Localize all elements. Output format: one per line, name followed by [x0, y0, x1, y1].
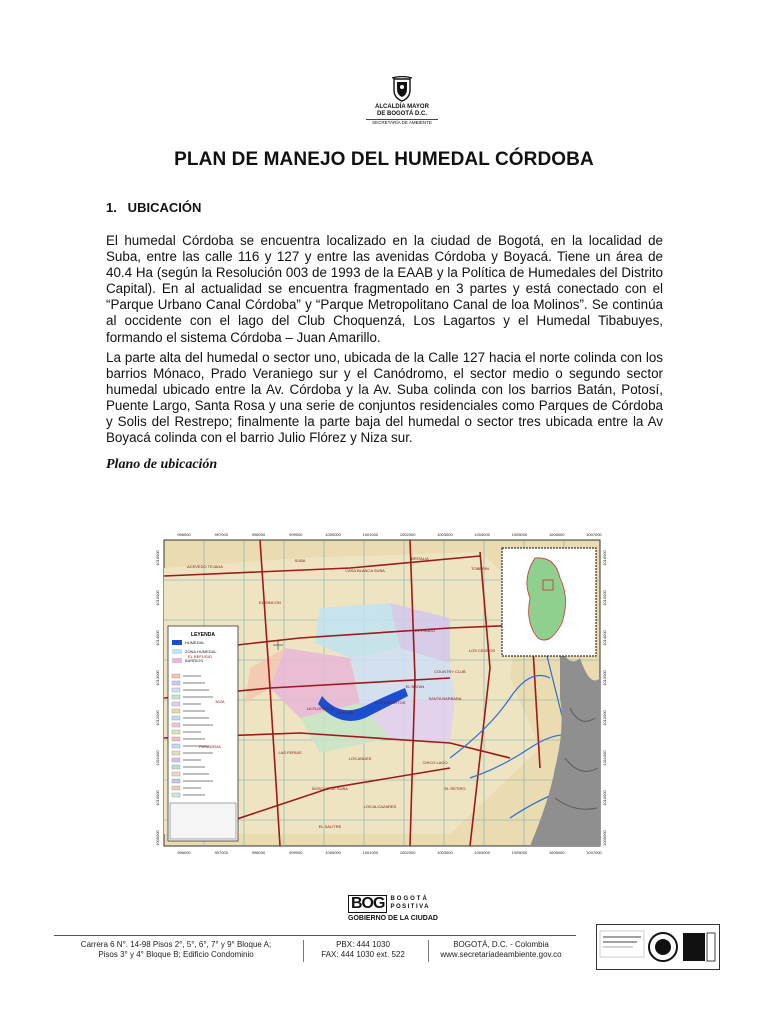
map-x-tick-top: 997000 [214, 532, 228, 537]
legend-barrio-swatch [172, 793, 180, 797]
legend-barrio-swatch [172, 674, 180, 678]
phone-text: PBX: 444 1030 [336, 940, 390, 949]
footer-phone [303, 940, 423, 960]
map-y-tick-left: 1010000 [155, 790, 160, 806]
map-x-tick-bottom: 998000 [251, 850, 266, 855]
map-place-label: BOLIVIA [337, 710, 353, 715]
map-x-tick-bottom: 1006000 [548, 850, 565, 855]
map-place-label: LOS ANDES [348, 756, 372, 761]
map-x-tick-bottom: 1003000 [437, 850, 453, 855]
legend-barrio-swatch [172, 786, 180, 790]
coat-of-arms-icon [390, 76, 414, 102]
map-y-tick-right: 1009000 [602, 830, 607, 846]
legend-barrio-swatch [172, 695, 180, 699]
legend-item-label: BARRIOS [185, 658, 204, 663]
map-x-tick-top: 1006000 [548, 532, 565, 537]
web-link[interactable]: www.secretariadeambiente.gov.co [440, 950, 562, 959]
map-y-tick-left: 1015000 [155, 590, 160, 606]
legend-barrio-swatch [172, 765, 180, 769]
map-place-label: EL PRADO [414, 628, 436, 633]
page-title: PLAN DE MANEJO DEL HUMEDAL CÓRDOBA [174, 149, 594, 170]
map-x-tick-bottom: 1002000 [399, 850, 416, 855]
org-name-line2: DE BOGOTÁ D.C. [376, 111, 427, 117]
legend-barrio-swatch [172, 744, 180, 748]
map-place-label: LA FLORESTA [306, 706, 334, 711]
legend-item-label: HUMEDAL [185, 640, 205, 645]
map-place-label: EL REFUGIO [187, 654, 213, 659]
map-place-label: TOBERIN [471, 566, 489, 571]
legend-barrio-swatch [172, 723, 180, 727]
legend-barrio-swatch [172, 737, 180, 741]
inset-map [502, 548, 596, 656]
map-y-tick-left: 1011000 [155, 750, 160, 766]
map-x-tick-top: 1001000 [362, 532, 379, 537]
legend-barrio-swatch [172, 751, 180, 755]
map-place-label: EL SALITRE [318, 824, 342, 829]
map-x-tick-top: 1000000 [325, 532, 341, 537]
org-name-line3: SECRETARÍA DE AMBIENTE [366, 119, 438, 126]
map-x-tick-top: 1005000 [511, 532, 528, 537]
cert-mark-icon [683, 933, 705, 961]
map-place-label: SUBA [294, 558, 306, 563]
map-y-tick-left: 1013000 [155, 670, 160, 686]
address-line2: Pisos 3° y 4° Bloque B; Edificio Condominio [98, 950, 254, 959]
fax-text: FAX: 444 1030 ext. 522 [321, 950, 405, 959]
map-x-tick-bottom: 1007000 [586, 850, 602, 855]
map-place-label: NIZA [215, 699, 225, 704]
legend-barrio-swatch [172, 681, 180, 685]
map-place-label: PASADENA [199, 744, 221, 749]
map-y-tick-left: 1016000 [155, 550, 160, 566]
map-x-tick-top: 1007000 [586, 532, 602, 537]
map-y-tick-right: 1010000 [602, 790, 607, 806]
paragraph-neighborhoods: La parte alta del humedal o sector uno, ubicada de la Calle 127 hacia el norte colinda con los barrios Mónaco, Prado Veraniego sur y el Canódromo, el sector medio o segundo sector humedal ubicado entre la Av. Córdoba y la Av. Suba colinda con los barrios Batán, Potosí, Puente Largo, Santa Rosa y una serie de conjuntos residenciales como Parques de Córdoba y Solis del Restrepo; finalmente la parte baja del humedal o sector tres ubicada entre la Av Boyacá colinda con el barrio Julio Flórez y Niza sur. [106, 350, 663, 446]
legend-item-label: ZONA HUMEDAL [185, 649, 217, 654]
map-x-tick-bottom: 1004000 [474, 850, 490, 855]
map-place-label: EL BATAN [405, 684, 425, 689]
legend-barrio-swatch [172, 779, 180, 783]
legend-barrio-swatch [172, 702, 180, 706]
map-y-tick-right: 1013000 [602, 670, 607, 686]
legend-barrio-swatch [172, 716, 180, 720]
section-heading: 1. UBICACIÓN [106, 200, 202, 215]
map-x-tick-bottom: 1000000 [325, 850, 341, 855]
map-x-tick-top: 999000 [289, 532, 303, 537]
legend-barrio-swatch [172, 688, 180, 692]
footer-logo [348, 895, 438, 922]
map-x-tick-bottom: 997000 [214, 850, 228, 855]
map-place-label: EL RETIRO [444, 786, 466, 791]
legend-barrio-swatch [172, 758, 180, 762]
header-logo [352, 76, 452, 126]
legend-swatch [172, 649, 182, 654]
address-line1: Carrera 6 N°. 14-98 Pisos 2°, 5°, 6°, 7° y 9° Bloque A; [80, 940, 272, 949]
map-place-label: EL RINCON [259, 600, 281, 605]
map-x-tick-bottom: 999000 [289, 850, 303, 855]
map-caption: Plano de ubicación [106, 457, 218, 472]
map-y-tick-left: 1012000 [155, 710, 160, 726]
map-svg [150, 528, 612, 858]
map-place-label: ACEVEDO TEJADA [187, 564, 223, 569]
map-x-tick-top: 998000 [251, 532, 266, 537]
map-y-tick-right: 1014000 [602, 630, 607, 646]
legend-title: LEYENDA [191, 632, 215, 638]
positiva-text: POSITIVA [390, 904, 431, 910]
location-map [150, 528, 612, 858]
map-y-tick-right: 1012000 [602, 710, 607, 726]
gobierno-text: GOBIERNO DE LA CIUDAD [348, 915, 438, 922]
map-place-label: LAS FERIAS [278, 750, 302, 755]
certification-logos [596, 924, 720, 970]
org-name-line1: ALCALDÍA MAYOR [375, 104, 429, 110]
map-x-tick-top: 1002000 [399, 532, 416, 537]
footer-contact [428, 940, 574, 960]
map-x-tick-bottom: 996000 [177, 850, 191, 855]
map-y-tick-right: 1015000 [602, 590, 607, 606]
map-x-tick-bottom: 1001000 [362, 850, 379, 855]
paragraph-location: El humedal Córdoba se encuentra localizado en la ciudad de Bogotá, en la localidad de Suba, entre las calle 116 y 127 y entre las avenidas Córdoba y Boyacá. Tiene un área de 40.4 Ha (según la Resolución 003 de 1993 de la EAAB y la Política de Humedales del Distrito Capital). En al actualidad se encuentra fragmentado en 3 partes y está conectado con el “Parque Urbano Canal Córdoba” y “Parque Metropolitano Canal de loa Molinos”. Se continúa al occidente con el lago del Club Choquenzá, Los Lagartos y el Humedal Tibabuyes, formando el sistema Córdoba – Juan Amarillo. [106, 233, 663, 345]
map-x-tick-bottom: 1005000 [511, 850, 528, 855]
map-place-label: LOS CEDROS [468, 648, 496, 653]
legend-barrio-swatch [172, 730, 180, 734]
footer-divider [54, 935, 576, 936]
bogota-text: BOGOTÁ [390, 896, 429, 902]
map-y-tick-left: 1014000 [155, 630, 160, 646]
map-place-label: COUNTRY CLUB [434, 669, 466, 674]
footer-address [54, 940, 298, 960]
legend-swatch [172, 658, 182, 663]
city-text: BOGOTÁ, D.C. - Colombia [453, 940, 549, 949]
map-y-tick-left: 1009000 [155, 830, 160, 846]
map-place-label: SANTA BARBARA [428, 696, 462, 701]
map-place-label: LOS ALCAZARES [363, 804, 397, 809]
map-y-tick-right: 1016000 [602, 550, 607, 566]
map-x-tick-top: 1003000 [437, 532, 453, 537]
bog-logo-text: BOG [348, 895, 387, 913]
map-place-label: BOSQUE DE SUBA [312, 786, 348, 791]
map-y-tick-right: 1011000 [602, 750, 607, 766]
map-place-label: CHICO LAGO [422, 760, 448, 765]
map-x-tick-top: 996000 [177, 532, 191, 537]
map-place-label: LOS LAGARTOS [374, 700, 406, 705]
legend-barrio-swatch [172, 709, 180, 713]
map-place-label: BRITALIA [411, 556, 429, 561]
map-x-tick-top: 1004000 [474, 532, 490, 537]
legend-barrio-swatch [172, 772, 180, 776]
map-place-label: CASA BLANCA SUBA [345, 568, 385, 573]
legend-swatch [172, 640, 182, 645]
